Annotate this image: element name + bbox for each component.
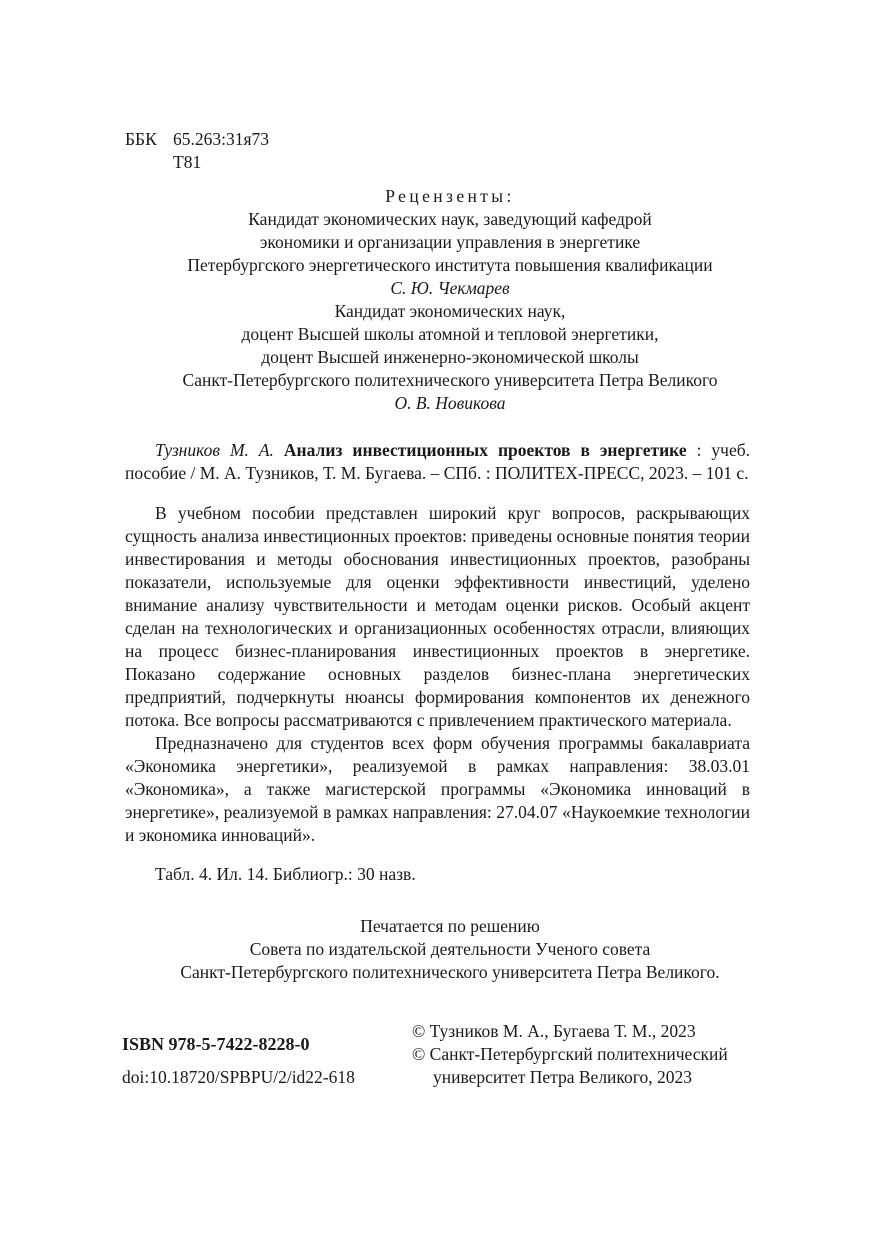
classification-block bbox=[125, 128, 425, 174]
reviewer-line: доцент Высшей инженерно-экономической школы bbox=[261, 347, 639, 367]
doi: doi:10.18720/SPBPU/2/id22-618 bbox=[122, 1067, 355, 1087]
reviewers-block bbox=[100, 185, 800, 415]
reviewer-line: Кандидат экономических наук, bbox=[334, 301, 566, 321]
printed-line: Санкт-Петербургского политехнического университета Петра Великого. bbox=[180, 962, 720, 982]
bibliographic-record bbox=[125, 439, 750, 485]
reviewer-line: доцент Высшей школы атомной и тепловой энергетики, bbox=[241, 324, 659, 344]
copyright-block bbox=[412, 1020, 812, 1089]
audience-paragraph: Предназначено для студентов всех форм обучения программы бакалавриата «Экономика энергетики», реализуемой в рамках направления: 38.03.01 «Экономика», а также магистерской программы «Экономика инноваций в энергетике», реализуемой в рамках направления: 27.04.07 «Наукоемкие технологии и экономика инноваций». bbox=[125, 733, 750, 845]
printed-line: Совета по издательской деятельности Ученого совета bbox=[249, 939, 651, 959]
book-author: Тузников М. А. bbox=[155, 440, 274, 460]
reviewer-line: Кандидат экономических наук, заведующий кафедрой bbox=[248, 209, 652, 229]
book-title: Анализ инвестиционных проектов в энергетике bbox=[283, 440, 687, 460]
reviewer-line: экономики и организации управления в энергетике bbox=[259, 232, 641, 252]
printed-line: Печатается по решению bbox=[360, 916, 540, 936]
book-details: : учеб. пособие / М. А. Тузников, Т. М. Бугаева. – СПб. : ПОЛИТЕХ-ПРЕСС, 2023. – 101 с. bbox=[125, 440, 750, 483]
tables-note: Табл. 4. Ил. 14. Библиогр.: 30 назв. bbox=[155, 864, 416, 884]
printed-by-block bbox=[100, 915, 800, 984]
bbk-row bbox=[125, 128, 425, 151]
reviewer-name: О. В. Новикова bbox=[394, 393, 506, 413]
copyright-publisher-cont: университет Петра Великого, 2023 bbox=[433, 1067, 693, 1087]
copyright-authors: © Тузников М. А., Бугаева Т. М., 2023 bbox=[412, 1021, 696, 1041]
isbn: ISBN 978-5-7422-8228-0 bbox=[122, 1034, 310, 1054]
reviewers-heading: Рецензенты: bbox=[385, 186, 515, 206]
reviewer-name: С. Ю. Чекмарев bbox=[390, 278, 510, 298]
bbk-label: ББК bbox=[125, 129, 157, 149]
bbk-code: 65.263:31я73 bbox=[173, 129, 270, 149]
abstract-block bbox=[125, 502, 750, 847]
abstract-paragraph: В учебном пособии представлен широкий круг вопросов, раскрывающих сущность анализа инвестиционных проектов: приведены основные понятия теории инвестирования и методы обоснования инвестиционных проектов, разобраны показатели, используемые для оценки эффективности инвестиций, уделено внимание анализу чувствительности и методам оценки рисков. Особый акцент сделан на технологических и организационных особенностях отрасли, влияющих на процесс бизнес-планирования инвестиционных проектов в энергетике. Показано содержание основных разделов бизнес-плана энергетических предприятий, подчеркнуты нюансы формирования компонентов их денежного потока. Все вопросы рассматриваются с привлечением практического материала. bbox=[125, 503, 750, 730]
bibliographic-paragraph bbox=[125, 439, 750, 485]
reviewer-line: Санкт-Петербургского политехнического университета Петра Великого bbox=[182, 370, 718, 390]
author-mark: Т81 bbox=[173, 152, 202, 172]
reviewer-line: Петербургского энергетического института повышения квалификации bbox=[187, 255, 713, 275]
copyright-publisher: © Санкт-Петербургский политехнический bbox=[412, 1044, 728, 1064]
